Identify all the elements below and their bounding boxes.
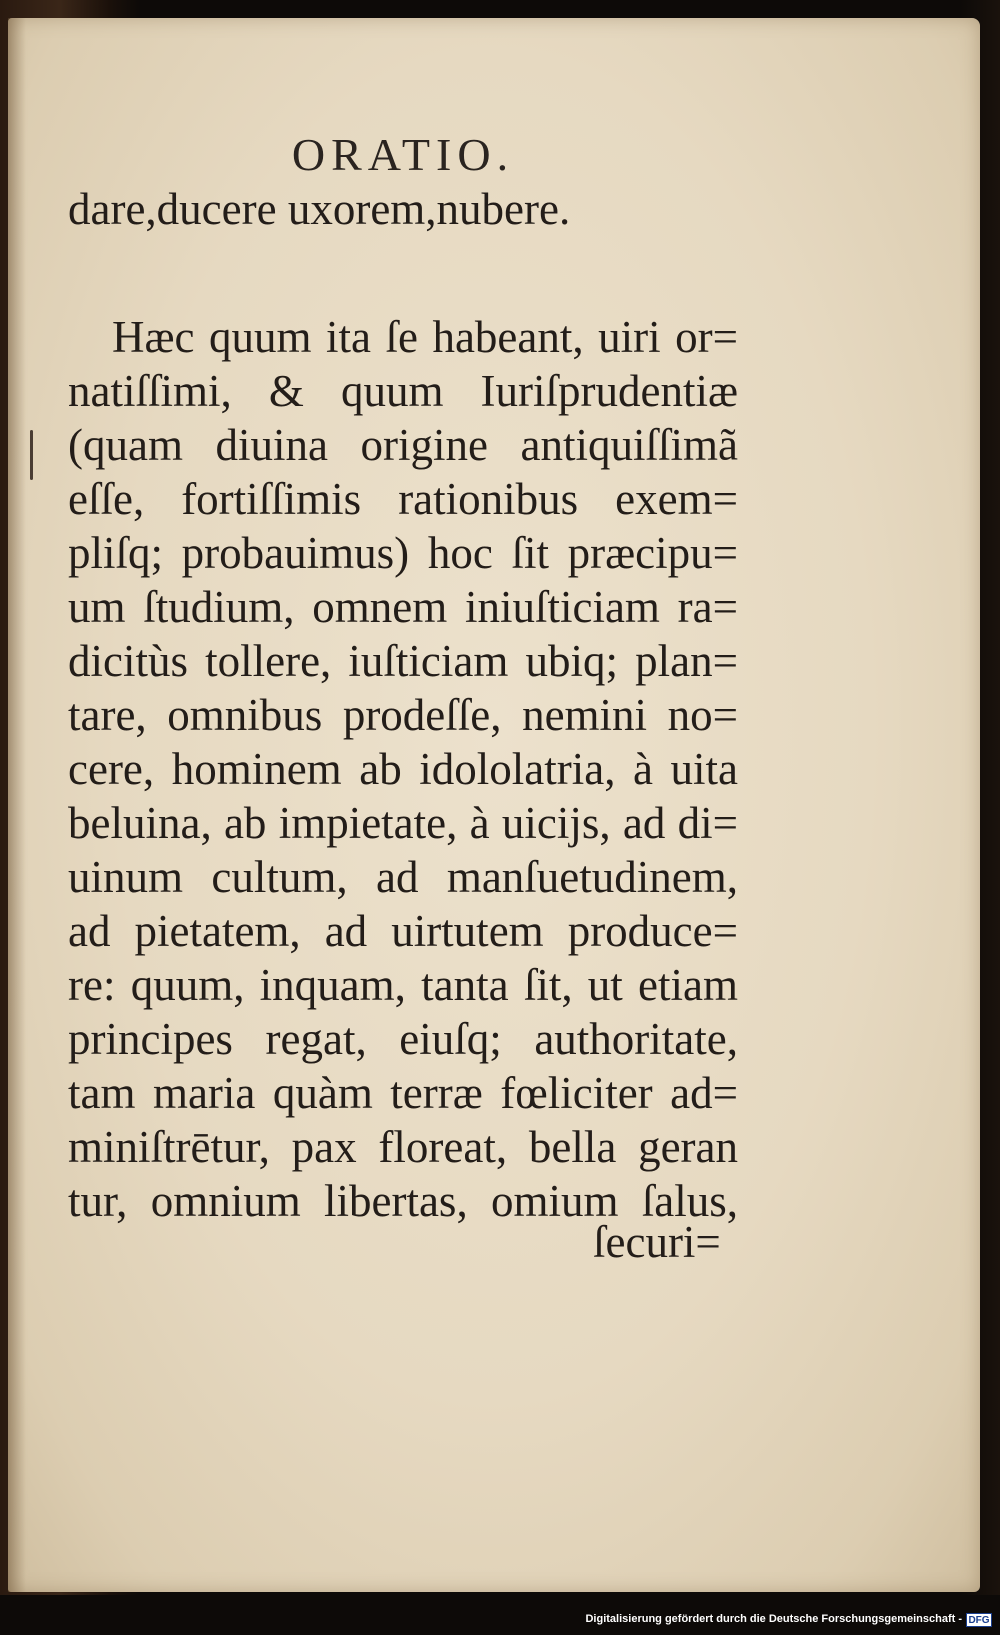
- text-line: beluina, ab impietate, à uicijs, ad di=: [68, 798, 738, 848]
- running-header: ORATIO.: [291, 129, 515, 180]
- paragraph-break: [68, 236, 738, 310]
- text-line: dare,ducere uxorem,nubere.: [68, 184, 571, 234]
- margin-mark: [30, 430, 33, 480]
- text-line: Hæc quum ita ſe habeant, uiri or=: [112, 312, 738, 362]
- text-line: miniſtrētur, pax floreat, bella geran: [68, 1122, 738, 1172]
- digitization-credit: Digitalisierung gefördert durch die Deutsche Forschungsgemeinschaft -: [585, 1613, 962, 1625]
- dfg-logo: DFG: [966, 1613, 992, 1627]
- text-line: tur, omnium libertas, omium ſalus,: [68, 1176, 738, 1226]
- page-body-text: [68, 182, 738, 1228]
- text-line: tare, omnibus prodeſſe, nemini no=: [68, 690, 738, 740]
- text-line: natiſſimi, & quum Iuriſprudentiæ: [68, 366, 738, 416]
- text-line: um ſtudium, omnem iniuſticiam ra=: [68, 582, 738, 632]
- text-line: cere, hominem ab idololatria, à uita: [68, 744, 738, 794]
- text-line: uinum cultum, ad manſuetudinem,: [68, 852, 738, 902]
- footer-bar: [0, 1595, 1000, 1635]
- text-line: pliſq; probauimus) hoc ſit præcipu=: [68, 528, 738, 578]
- text-line: dicitùs tollere, iuſticiam ubiq; plan=: [68, 636, 738, 686]
- text-line: re: quum, inquam, tanta ſit, ut etiam: [68, 960, 738, 1010]
- text-line: principes regat, eiuſq; authoritate,: [68, 1014, 738, 1064]
- text-line: (quam diuina origine antiquiſſimã: [68, 420, 738, 470]
- text-line: ad pietatem, ad uirtutem produce=: [68, 906, 738, 956]
- book-page: [8, 18, 980, 1592]
- catchword: ſecuri=: [593, 1217, 721, 1267]
- text-line: tam maria quàm terræ fœliciter ad=: [68, 1068, 738, 1118]
- text-line: eſſe, fortiſſimis rationibus exem=: [68, 474, 738, 524]
